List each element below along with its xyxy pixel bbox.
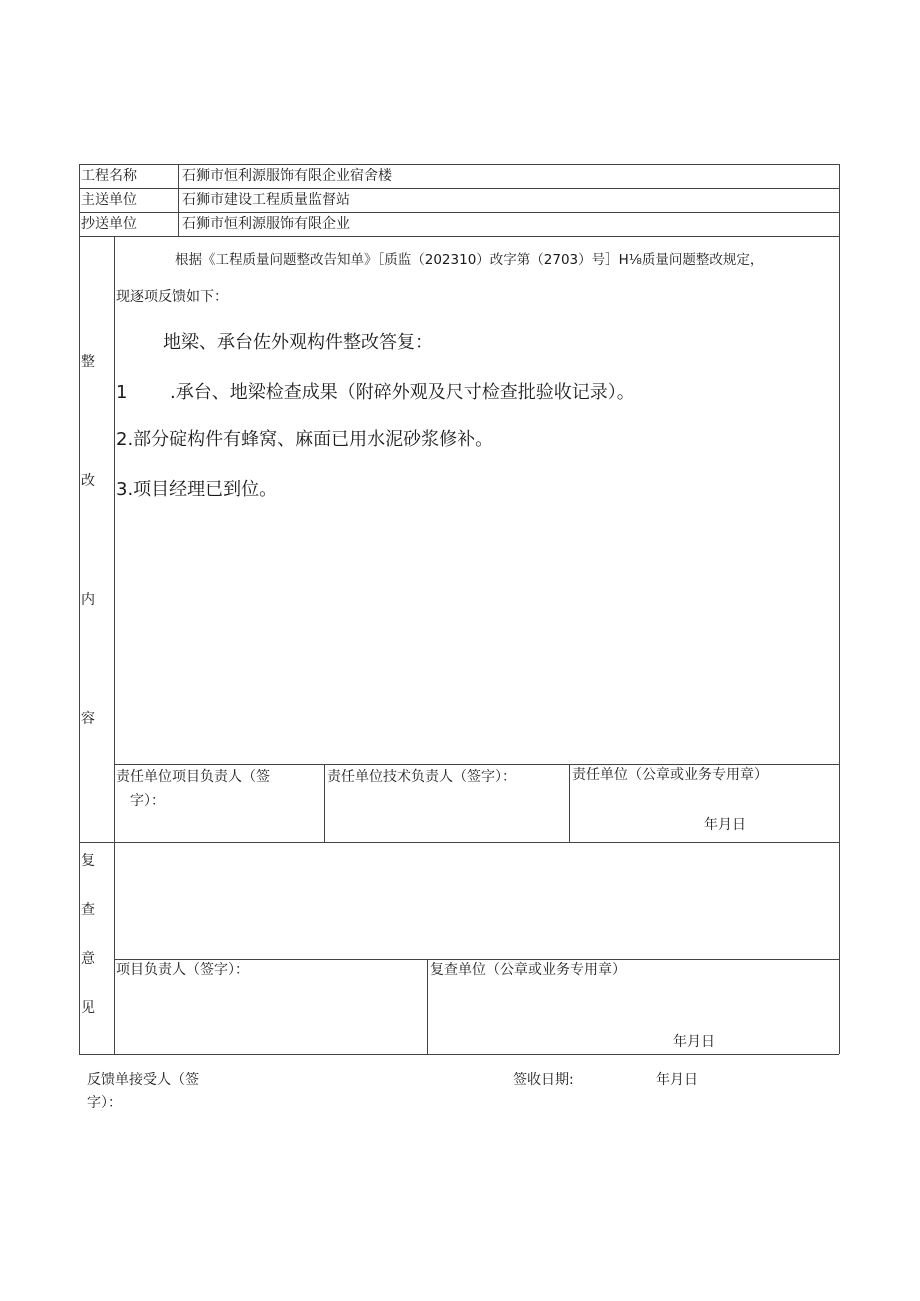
project-lead-signature-label-cont: 字）： (130, 793, 165, 809)
side-label-char: 见 (81, 1000, 95, 1016)
rectification-date: 年月日 (704, 817, 746, 833)
side-label-char: 复 (81, 853, 95, 869)
table-line (114, 959, 839, 960)
table-line (569, 764, 570, 842)
table-line (839, 164, 840, 1054)
receive-date-value: 年月日 (656, 1072, 698, 1088)
review-unit-stamp-label: 复查单位（公章或业务专用章） (430, 962, 626, 978)
item-1-text: .承台、地梁检查成果（附碎外观及尺寸检查批验收记录）。 (170, 382, 635, 403)
table-line (178, 164, 179, 236)
cc-recipient-label: 抄送单位 (81, 216, 137, 232)
intro-line-2: 现逐项反馈如下： (116, 289, 228, 305)
receiver-signature-label-cont: 字）： (87, 1095, 122, 1111)
project-lead-signature-label: 责任单位项目负责人（签 (116, 769, 270, 785)
receiver-signature-label: 反馈单接受人（签 (87, 1072, 199, 1088)
intro-line-1: 根据《工程质量问题整改告知单》［质监（202310）改字第（2703）号］H⅛质量问题整改规定， (175, 252, 764, 268)
table-line (79, 1054, 839, 1055)
responsible-unit-stamp-label: 责任单位（公章或业务专用章） (572, 767, 768, 783)
side-label-char: 容 (81, 711, 95, 727)
project-name-label: 工程名称 (81, 168, 137, 184)
table-line (79, 212, 839, 213)
cc-recipient-value: 石狮市恒利源服饰有限企业 (182, 216, 350, 232)
review-project-lead-label: 项目负责人（签字）： (116, 962, 249, 978)
side-label-char: 整 (81, 354, 95, 370)
table-line (427, 959, 428, 1054)
receive-date-label: 签收日期: (513, 1072, 574, 1088)
side-label-char: 意 (81, 951, 95, 967)
item-2-text: 2.部分碇构件有蜂窝、麻面已用水泥砂浆修补。 (116, 429, 494, 450)
table-line (324, 764, 325, 842)
table-line (79, 164, 839, 165)
main-recipient-label: 主送单位 (81, 192, 137, 208)
main-recipient-value: 石狮市建设工程质量监督站 (182, 192, 350, 208)
table-line (79, 188, 839, 189)
table-line (79, 842, 839, 843)
reply-heading: 地梁、承台佐外观构件整改答复： (163, 332, 433, 353)
side-label-char: 查 (81, 902, 95, 918)
side-label-char: 内 (81, 592, 95, 608)
item-3-text: 3.项目经理已到位。 (116, 479, 278, 500)
item-1-number: 1 (116, 382, 128, 403)
project-name-value: 石狮市恒利源服饰有限企业宿舍楼 (182, 168, 392, 184)
review-date: 年月日 (673, 1034, 715, 1050)
side-label-char: 改 (81, 473, 95, 489)
table-line (114, 764, 839, 765)
tech-lead-signature-label: 责任单位技术负责人（签字）： (327, 769, 516, 785)
table-line (79, 164, 80, 1054)
table-line (114, 236, 115, 1054)
table-line (79, 236, 839, 237)
